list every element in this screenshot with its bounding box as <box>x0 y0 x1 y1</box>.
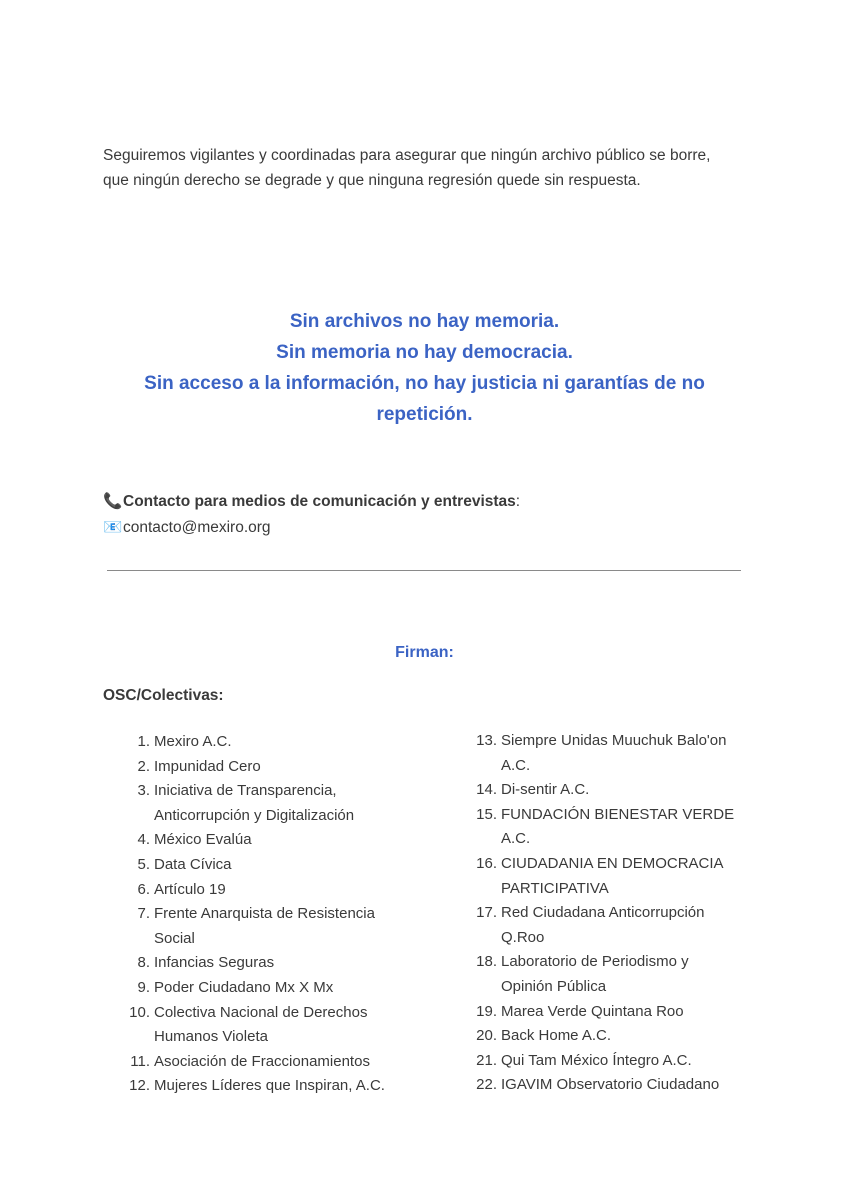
signatory-item <box>120 1050 420 1075</box>
signatory-name-line: Q.Roo <box>501 928 545 946</box>
signatory-name-line: Opinión Pública <box>501 977 607 995</box>
signatory-name-line: FUNDACIÓN BIENESTAR VERDE <box>501 805 735 823</box>
signatory-number: 22. <box>476 1076 497 1094</box>
signatory-item <box>120 853 420 878</box>
signatory-item <box>120 1001 420 1050</box>
signatory-name-line: Artículo 19 <box>154 880 226 898</box>
signatory-name-line: Asociación de Fraccionamientos <box>154 1052 370 1070</box>
signatory-number: 19. <box>476 1002 497 1020</box>
signatory-number: 18. <box>476 953 497 971</box>
phone-icon: 📞 <box>103 493 123 510</box>
signatory-number: 12. <box>129 1077 150 1095</box>
signatory-item <box>467 901 757 950</box>
signatories-list-left <box>120 730 420 1099</box>
signatory-number: 7. <box>137 905 150 923</box>
signatory-number: 10. <box>129 1003 150 1021</box>
contact-email-line <box>103 515 753 541</box>
signatory-name-line: Frente Anarquista de Resistencia <box>154 905 375 923</box>
contact-colon: : <box>515 493 521 510</box>
signatory-item <box>120 1074 420 1099</box>
signatories-title: Firman: <box>395 644 454 661</box>
signatory-name-line: Back Home A.C. <box>501 1027 612 1045</box>
signatory-name-line: Social <box>154 929 195 947</box>
signatory-number: 4. <box>137 831 150 849</box>
intro-line: Seguiremos vigilantes y coordinadas para asegurar que ningún archivo público se borre, <box>103 147 711 164</box>
signatory-item <box>120 730 420 755</box>
signatory-item <box>120 878 420 903</box>
signatory-item <box>120 976 420 1001</box>
signatory-name-line: Anticorrupción y Digitalización <box>154 806 355 824</box>
signatory-name-line: CIUDADANIA EN DEMOCRACIA <box>501 854 724 872</box>
signatory-number: 15. <box>476 805 497 823</box>
email-icon: 📧 <box>103 519 123 536</box>
motto-line: Sin acceso a la información, no hay justicia ni garantías de no <box>144 373 705 394</box>
signatory-number: 2. <box>137 757 150 775</box>
signatory-name-line: Data Cívica <box>154 855 232 873</box>
signatory-item <box>467 729 757 778</box>
signatory-number: 16. <box>476 854 497 872</box>
signatory-name-line: Colectiva Nacional de Derechos <box>154 1003 368 1021</box>
contact-email: contacto@mexiro.org <box>123 519 271 536</box>
signatory-number: 3. <box>137 782 150 800</box>
signatory-number: 9. <box>137 978 150 996</box>
signatory-number: 13. <box>476 732 497 749</box>
signatory-name-line: Iniciativa de Transparencia, <box>154 782 337 800</box>
signatory-name-line: México Evalúa <box>154 831 252 849</box>
signatory-item <box>120 902 420 951</box>
intro-paragraph <box>103 143 753 193</box>
signatory-number: 21. <box>476 1051 497 1069</box>
signatory-number: 8. <box>137 954 150 972</box>
signatory-name-line: A.C. <box>501 830 531 848</box>
signatory-name-line: Poder Ciudadano Mx X Mx <box>154 978 334 996</box>
signatory-item <box>467 803 757 852</box>
motto-line: repetición. <box>376 404 473 425</box>
signatory-name-line: Impunidad Cero <box>154 757 261 775</box>
contact-heading: Contacto para medios de comunicación y entrevistas <box>123 493 516 510</box>
signatory-number: 1. <box>137 733 150 750</box>
signatory-item <box>120 755 420 780</box>
signatory-name-line: Humanos Violeta <box>154 1028 268 1046</box>
signatory-name-line: Qui Tam México Íntegro A.C. <box>501 1051 692 1069</box>
signatory-item <box>120 828 420 853</box>
signatory-item <box>120 951 420 976</box>
signatory-name-line: A.C. <box>501 756 531 774</box>
signatory-name-line: IGAVIM Observatorio Ciudadano <box>501 1076 720 1094</box>
signatory-item <box>467 852 757 901</box>
signatory-name-line: Laboratorio de Periodismo y <box>501 953 689 971</box>
signatory-name-line: PARTICIPATIVA <box>501 879 609 897</box>
signatory-item <box>467 1073 757 1098</box>
signatory-number: 6. <box>137 880 150 898</box>
signatory-item <box>467 950 757 999</box>
motto-line: Sin memoria no hay democracia. <box>276 342 573 363</box>
signatory-item <box>467 1049 757 1074</box>
signatory-number: 17. <box>476 904 497 922</box>
signatory-name-line: Mujeres Líderes que Inspiran, A.C. <box>154 1077 385 1095</box>
intro-line: que ningún derecho se degrade y que ninguna regresión quede sin respuesta. <box>103 172 641 189</box>
motto-line: Sin archivos no hay memoria. <box>289 311 560 332</box>
signatory-number: 5. <box>137 855 150 873</box>
signatory-item <box>467 1024 757 1049</box>
signatory-name-line: Mexiro A.C. <box>154 733 232 750</box>
signatory-item <box>467 778 757 803</box>
signatory-name-line: Red Ciudadana Anticorrupción <box>501 904 705 922</box>
motto-block <box>103 306 746 430</box>
signatory-number: 14. <box>476 781 497 799</box>
signatory-name-line: Marea Verde Quintana Roo <box>501 1002 684 1020</box>
group-label: OSC/Colectivas: <box>103 687 224 704</box>
horizontal-divider <box>107 570 741 571</box>
signatory-item <box>467 1000 757 1025</box>
signatory-name-line: Di-sentir A.C. <box>501 781 590 799</box>
signatories-list-right <box>467 729 757 1098</box>
signatory-name-line: Siempre Unidas Muuchuk Balo'on <box>501 732 727 749</box>
contact-block <box>103 489 753 541</box>
signatory-item <box>120 779 420 828</box>
signatory-number: 20. <box>476 1027 497 1045</box>
signatory-name-line: Infancias Seguras <box>154 954 275 972</box>
signatory-number: 11. <box>130 1052 150 1070</box>
contact-heading-line <box>103 489 753 515</box>
